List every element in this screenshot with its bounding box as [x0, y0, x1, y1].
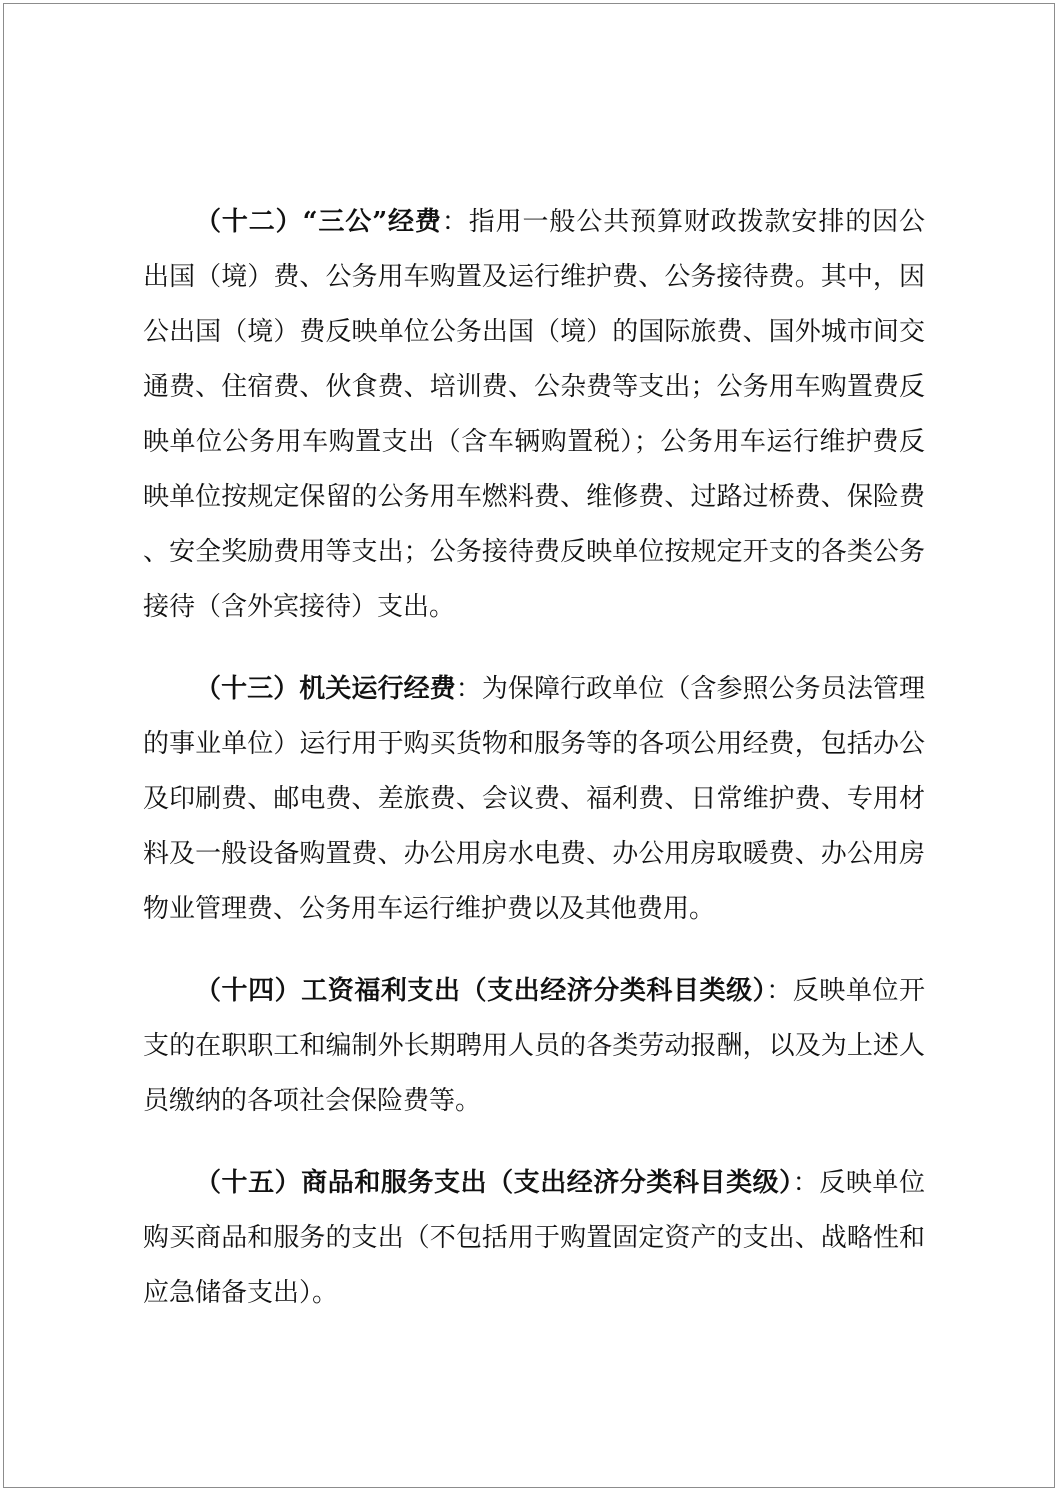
paragraph-san-gong-funds: [143, 195, 925, 635]
document-body: [143, 195, 925, 1348]
heading-separator: ：: [766, 976, 793, 1006]
paragraph-body: 指用一般公共预算财政拨款安排的因公出国（境）费、公务用车购置及运行维护费、公务接待费。其中，因公出国（境）费反映单位公务出国（境）的国际旅费、国外城市间交通费、住宿费、伙食费、培训费、公杂费等支出；公务用车购置费反映单位公务用车购置支出（含车辆购置税）；公务用车运行维护费反映单位按规定保留的公务用车燃料费、维修费、过路过桥费、保险费、安全奖励费用等支出；公务接待费反映单位按规定开支的各类公务接待（含外宾接待）支出。: [143, 207, 925, 622]
paragraph-body: 为保障行政单位（含参照公务员法管理的事业单位）运行用于购买货物和服务等的各项公用经费，包括办公及印刷费、邮电费、差旅费、会议费、福利费、日常维护费、专用材料及一般设备购置费、办公用房水电费、办公用房取暖费、办公用房物业管理费、公务用车运行维护费以及其他费用。: [143, 674, 925, 924]
paragraph-heading: （十三）机关运行经费: [195, 674, 456, 704]
paragraph-heading: （十四）工资福利支出（支出经济分类科目类级）: [195, 976, 767, 1006]
heading-separator: ：: [441, 207, 469, 237]
paragraph-body: 反映单位购买商品和服务的支出（不包括用于购置固定资产的支出、战略性和应急储备支出）。: [143, 1168, 925, 1308]
paragraph-body: 反映单位开支的在职职工和编制外长期聘用人员的各类劳动报酬，以及为上述人员缴纳的各项社会保险费等。: [143, 976, 925, 1116]
paragraph-heading: （十五）商品和服务支出（支出经济分类科目类级）: [195, 1168, 793, 1198]
paragraph-agency-operating-funds: [143, 662, 925, 937]
paragraph-wages-benefits: [143, 964, 925, 1129]
paragraph-heading: （十二）“三公”经费: [195, 207, 442, 237]
document-page: [3, 3, 1055, 1488]
paragraph-goods-services: [143, 1156, 925, 1321]
heading-separator: ：: [455, 674, 482, 704]
heading-separator: ：: [792, 1168, 820, 1198]
